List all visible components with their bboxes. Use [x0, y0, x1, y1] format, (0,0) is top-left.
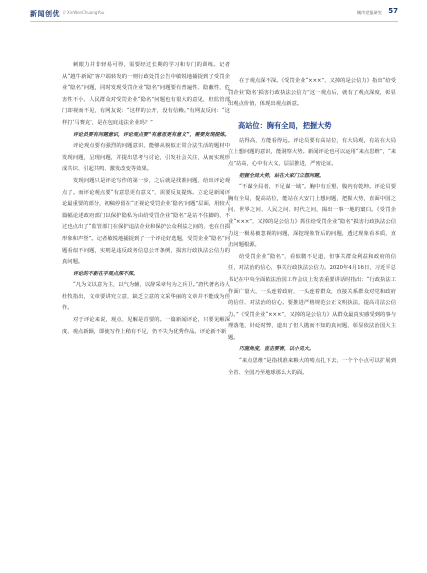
right-column	[228, 76, 396, 379]
body-paragraph: “凡为文以意为主，以气为辅，以辞采章句为之兵卫。”唐代著名诗人杜牧指出，文章要讲究立意，缺乏立意的文采华丽的文章并不能成为佳作。	[62, 282, 230, 312]
emphasis-lead: 评论的不新在乎观点深不深。	[73, 270, 139, 277]
brand-title: 新闻创优	[30, 10, 60, 18]
left-column	[62, 60, 230, 338]
body-paragraph: 发现问题只是评论写作的第一步，之后就是找准问题、给出评论观点了。而评论观点要“有意思更有意义”，需要反复提炼。立论是新闻评论最重要的部分，初稿停留在“正视论受罚企业‘隐名’问题”层面，用较大篇幅论述政府部门以保护隐私为由给受罚企业“隐名”是站不住脚的，不过也点出了“监管部门在保护违法企业和保护公众利益之间的，也在自损形象和声誉”。记者敏锐地捕捉到了一个评论好选题，受罚企业“隐名”问题看似不问题，实则是违反政务信息公开条例，损害行政执法公信力的真问题。	[62, 177, 230, 266]
body-paragraph: “不谋全局者，不足谋一域”。胸中有丘壑，腹内有乾坤。评论员要胸有全局，提高站位，能站在大安门上想问题，把握大势，直面中国之问、世界之问、人民之问、时代之问，揭出一事一地的窠臼。《受罚企业“×××”，又掉的是公信力》抓住给受罚企业“隐名”损害行政执法公信力这一极易被忽视的问题，深挖现象背后的问题，透过现象看本质，直击问题根源。	[228, 184, 396, 249]
emphasis-lead: 巧施角度，直击要害，以小见大。	[239, 346, 315, 353]
header-divider	[30, 21, 398, 22]
page-number: 57	[388, 7, 398, 15]
brand-subtitle: // XinWenChuangYou	[63, 10, 105, 15]
section-heading: 高站位：胸有全局，把握大势	[238, 120, 332, 130]
page-header	[0, 0, 427, 22]
body-paragraph: 在于观点深不深。《受罚企业“×××”，又掉的是公信力》指出“给受罚企业‘隐名’损害行政执法公信力”这一观点后，就有了观点深度，彰显出观点价值，体现出观点新意。	[228, 78, 396, 108]
body-paragraph: 对于评论来说，观点、见解是首要的。一篇新闻评论，只要见解深度、观点新颖，即使写作上稍有不足，仍不失为优秀作品。评论新不新	[62, 317, 230, 335]
body-paragraph: 评论观点要有强烈的问题意识，能够从貌似正常合法生活的题材中发现问题，呈现问题，并提出思考与讨论，引发社会关注，从而实现形成共识、引起共鸣、激发改变等效果。	[62, 143, 230, 173]
body-paragraph: 刺眼力并非轻易可得，需要经过长期的学习和专门的训练。记者从“越牛新闻”客户端转发的一则行政处罚公告中敏锐地捕捉到了受罚企业“隐名”问题，同时发现受罚企业“隐名”问题要有普遍性、隐蔽性，危害性不小，人民群众对受罚企业“隐名”问题也有很大的意见，但监管部门却视而不见，有网友说：“这样的公开，没有信赖。”有网友反问：“这样打‘马赛克’，是在包庇违法企业吗？”	[62, 62, 230, 126]
emphasis-lead: 把握全局大势，站在大家门立想问题。	[239, 172, 325, 179]
emphasis-lead: 评论员要有问题意识，评论观点要“有意思更有意义”，需要发现提炼。	[73, 131, 230, 138]
body-paragraph: 站得高，方能看得远。评论员要有高站位，有大局观，有站在大局立上想问题的意识，能洞察大势。新闻评论也可以运用“来点思维”，“来点”站高，心中有大义，层层推进，严密论证。	[228, 137, 396, 167]
body-paragraph: 给受罚企业“隐名”，看似微不足道，但事关群众利益和政府的信任，对法治的信心，事关行政执法公信力。2020年4月16日，习近平总书记在中央全面依法治国工作会议上发表重要讲话时指出：“行政执法工作面广量大，一头连着政府，一头连着群众，直接关系群众对党和政府的信任、对法治的信心。要推进严格规范公正文明执法，提高司法公信力。”《受罚企业“×××”，又掉的是公信力》从群众最真实感受到的事与理落笔，针砭时弊，道出了但人抛而不知的真问题，彰显依法治国大主题。	[228, 253, 396, 341]
section-label: 城市党报研究	[356, 10, 382, 15]
body-paragraph: “来点思维”是指找准来粮大的啃点扎下去，一个个小点可以扩展到全省、全国乃至地球那么大的面。	[228, 358, 396, 376]
